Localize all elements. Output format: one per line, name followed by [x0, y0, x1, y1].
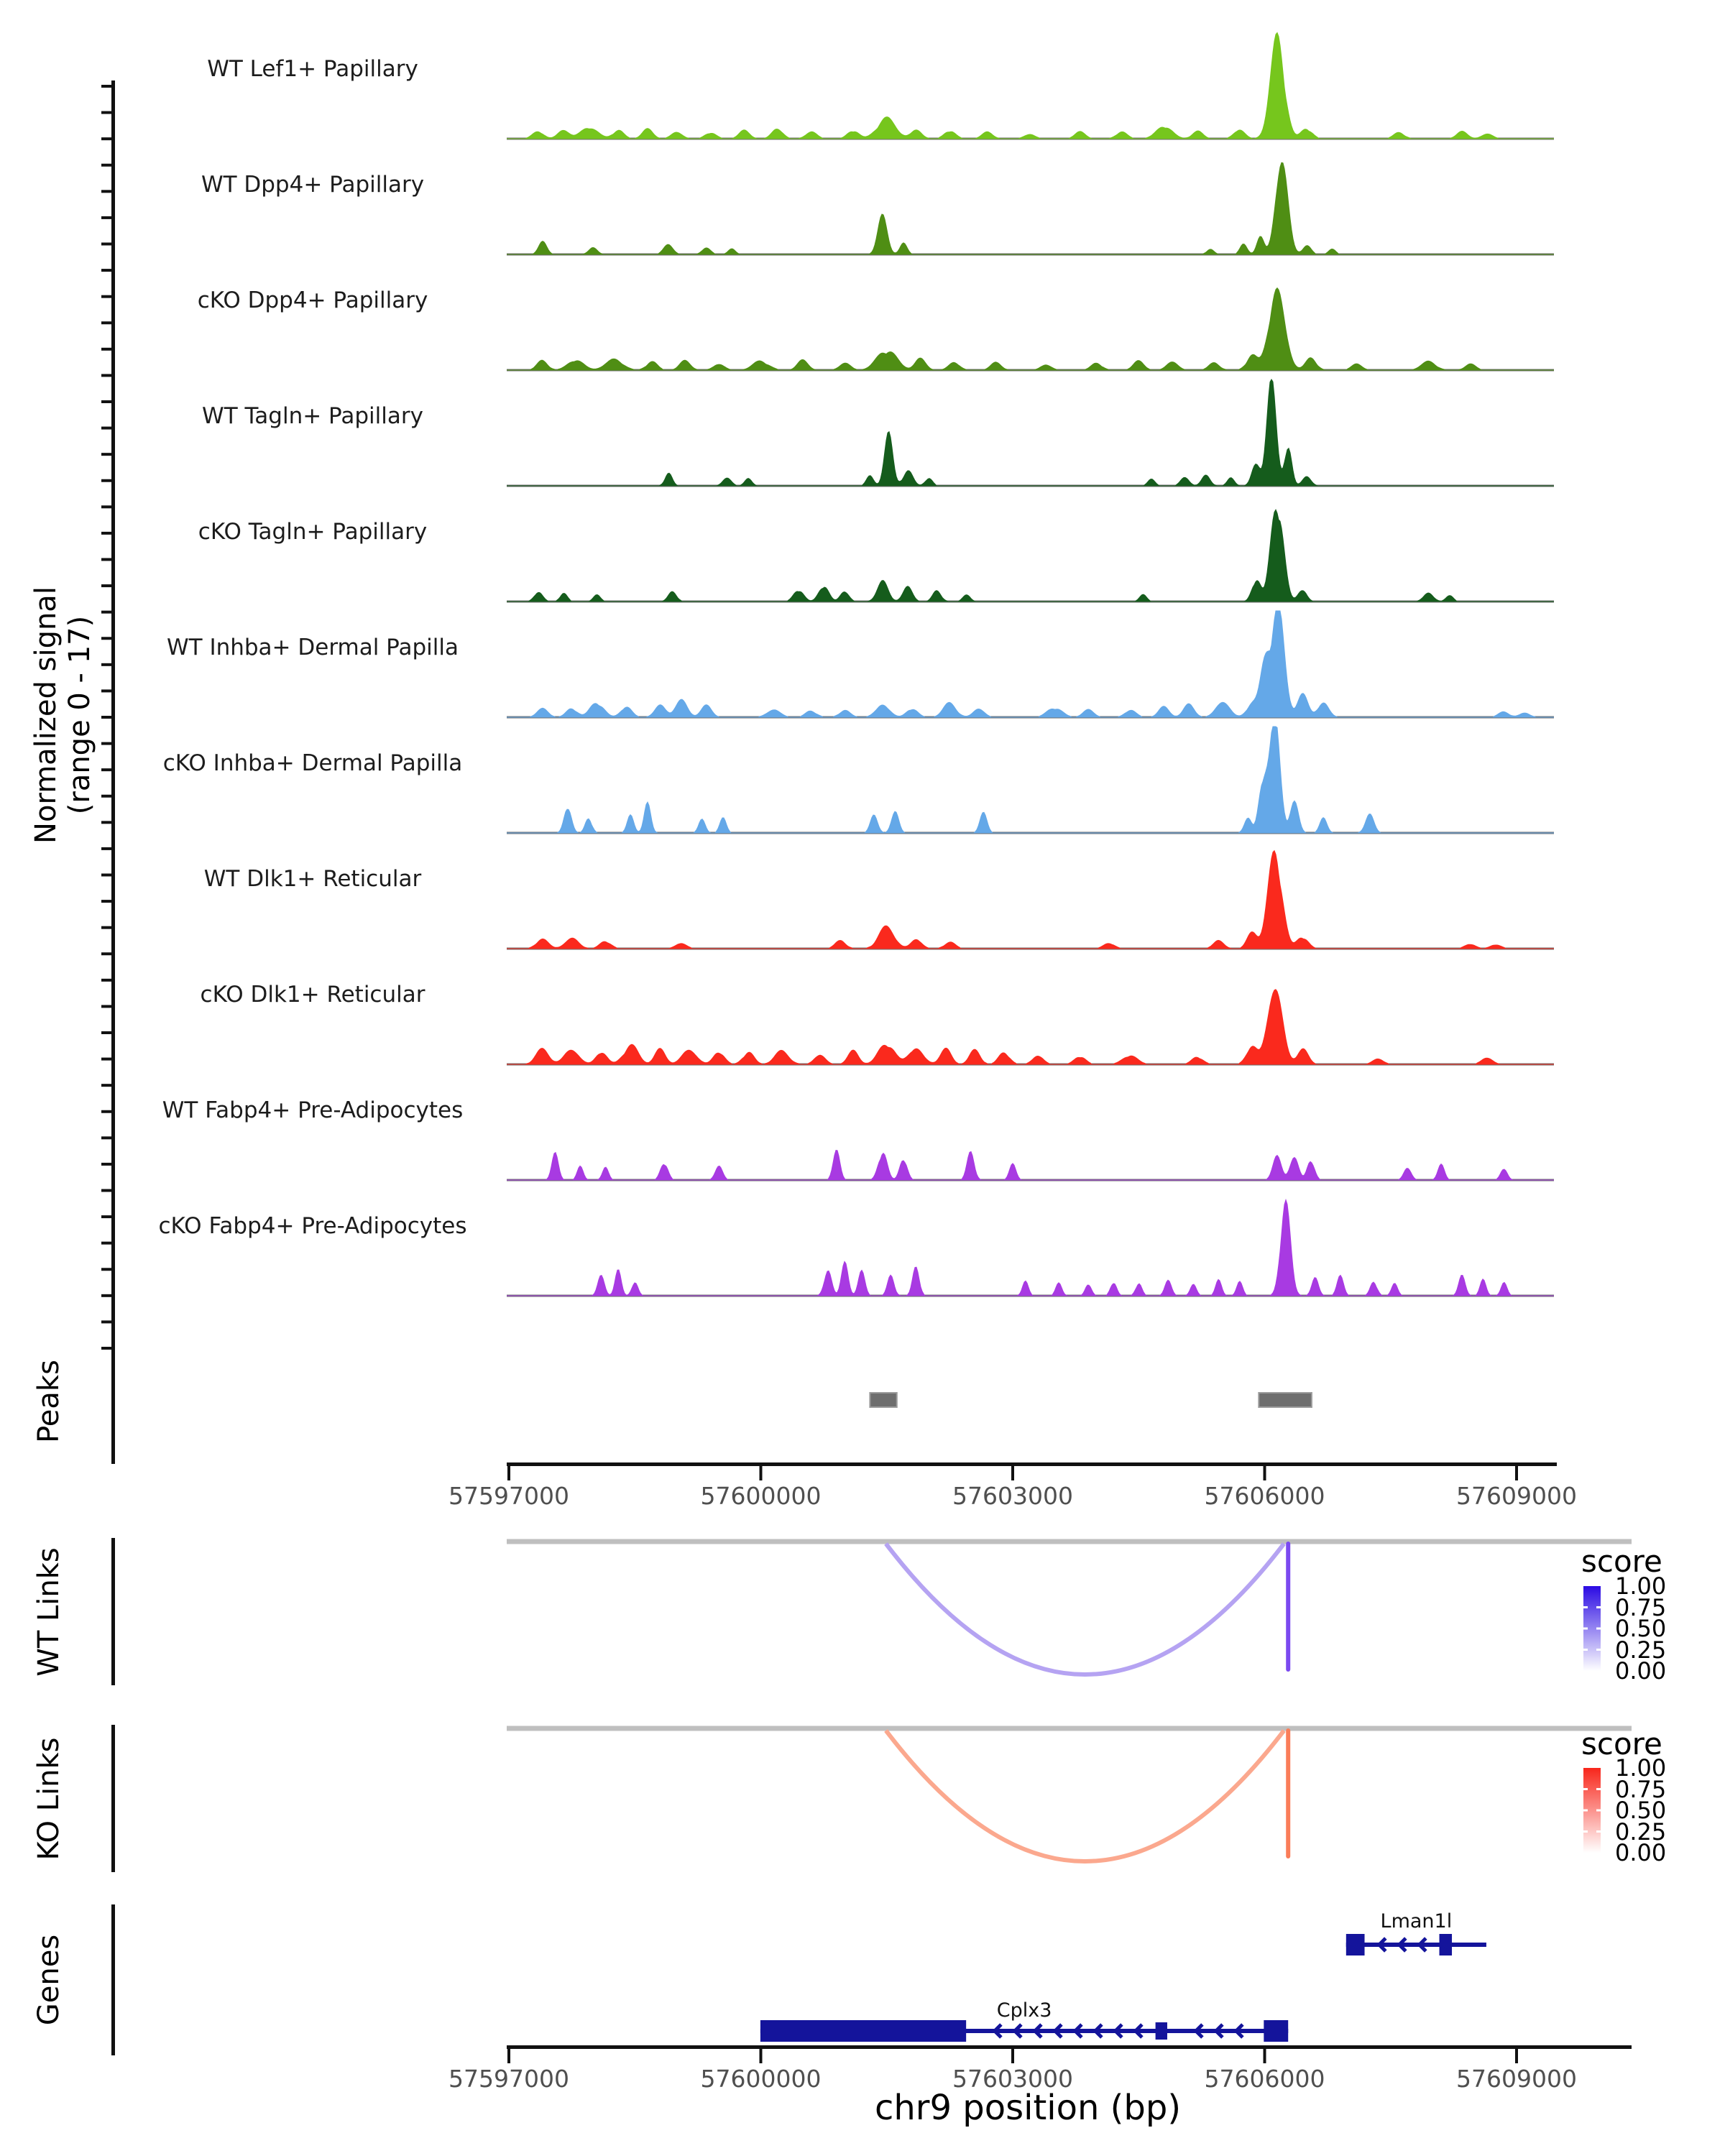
ko-links-section-label: KO Links [32, 1737, 65, 1861]
track-label-10: cKO Fabp4+ Pre-Adipocytes [158, 1213, 467, 1239]
track-label-2: cKO Dpp4+ Papillary [197, 287, 428, 313]
track-label-0: WT Lef1+ Papillary [207, 56, 418, 82]
genes-x-axis-tick-label-1: 57600000 [700, 2065, 822, 2093]
x-axis-tick-label-1: 57600000 [700, 1482, 822, 1510]
legend-tick-label-0-1: 0.75 [1615, 1593, 1667, 1621]
legend-tick-label-1-4: 0.00 [1615, 1839, 1667, 1866]
track-label-6: cKO Inhba+ Dermal Papilla [162, 750, 463, 776]
peaks-section-label: Peaks [32, 1360, 65, 1443]
legend-tick-label-1-0: 1.00 [1615, 1754, 1667, 1782]
y-axis-label [29, 586, 97, 844]
legend-tick-label-0-3: 0.25 [1615, 1636, 1667, 1664]
track-label-5: WT Inhba+ Dermal Papilla [167, 635, 459, 660]
track-label-7: WT Dlk1+ Reticular [203, 866, 422, 892]
legend-tick-label-1-3: 0.25 [1615, 1818, 1667, 1846]
track-label-9: WT Fabp4+ Pre-Adipocytes [162, 1097, 464, 1123]
legend-tick-label-0-4: 0.00 [1615, 1657, 1667, 1685]
x-axis-tick-label-3: 57606000 [1204, 1482, 1325, 1510]
ko-links-legend-title: score [1581, 1726, 1662, 1761]
genes-x-axis-tick-label-0: 57597000 [448, 2065, 569, 2093]
x-axis-tick-label-2: 57603000 [952, 1482, 1073, 1510]
wt-links-section-label: WT Links [32, 1547, 65, 1677]
gene-name-Lman1l: Lman1l [1380, 1910, 1453, 1932]
x-axis-tick-label-0: 57597000 [448, 1482, 569, 1510]
legend-tick-label-0-0: 1.00 [1615, 1572, 1667, 1600]
track-label-8: cKO Dlk1+ Reticular [200, 982, 426, 1008]
x-axis-title: chr9 position (bp) [874, 2088, 1182, 2128]
track-label-3: WT Tagln+ Papillary [202, 403, 423, 429]
track-label-1: WT Dpp4+ Papillary [201, 172, 425, 198]
legend-tick-label-1-2: 0.50 [1615, 1797, 1667, 1824]
x-axis-tick-label-4: 57609000 [1456, 1482, 1577, 1510]
wt-links-legend-title: score [1581, 1544, 1662, 1579]
y-axis-label-line2: (range 0 - 17) [63, 615, 96, 815]
legend-tick-label-1-1: 0.75 [1615, 1775, 1667, 1803]
genes-section-label: Genes [32, 1934, 65, 2026]
track-label-4: cKO Tagln+ Papillary [198, 519, 428, 545]
genes-x-axis-tick-label-4: 57609000 [1456, 2065, 1577, 2093]
genes-x-axis-tick-label-3: 57606000 [1204, 2065, 1325, 2093]
gene-name-Cplx3: Cplx3 [996, 1999, 1052, 2022]
y-axis-label-line1: Normalized signal [29, 586, 63, 844]
genes-x-axis-tick-label-2: 57603000 [952, 2065, 1073, 2093]
legend-tick-label-0-2: 0.50 [1615, 1615, 1667, 1642]
